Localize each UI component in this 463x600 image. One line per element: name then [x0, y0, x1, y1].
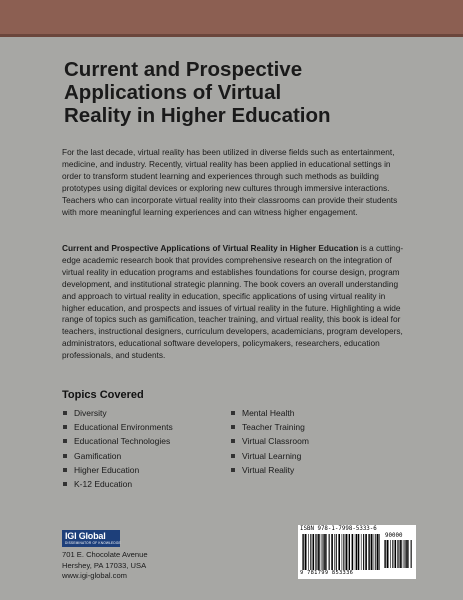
barcode-bar [318, 534, 320, 570]
topic-item: Virtual Reality [231, 463, 309, 477]
address-line-city: Hershey, PA 17033, USA [62, 560, 147, 570]
barcode-bar [405, 540, 406, 568]
barcode-bar [400, 540, 402, 568]
barcode-bar [397, 540, 398, 568]
publisher-address [62, 550, 148, 582]
barcode-panel [298, 525, 416, 579]
ean-number: 9 781799 853336 [300, 570, 354, 576]
publisher-logo [62, 530, 120, 547]
barcode-bar [375, 534, 376, 570]
barcode-bar [303, 534, 304, 570]
publisher-logo-text: IGI Global [65, 531, 106, 541]
barcode-bar [385, 540, 386, 568]
title-line-2: Applications of Virtual [64, 81, 282, 104]
barcode-bar [305, 534, 307, 570]
top-color-band [0, 0, 463, 34]
topics-list-right [231, 406, 309, 477]
book-title [64, 58, 404, 127]
barcode-bar [346, 534, 348, 570]
price-code: 90000 [385, 533, 403, 539]
barcode-bar [403, 540, 404, 568]
book-title-inline: Current and Prospective Applications of Virtual Reality in Higher Education [62, 243, 359, 253]
barcode-bar [324, 534, 326, 570]
description-paragraph-2-text: is a cutting-edge academic research book that provides comprehensive research on the integration of virtual reality in education programs and establishes foundations for course design, program development, and institutional strategic planning. The book covers an overall understanding and approach to virtual reality in education, specific applications of using virtual reality in higher education, and prospects and issues of virtual reality in the future. Highlighting a wide range of topics such as gamification, teacher training, and virtual reality, this book is ideal for teachers, instructional designers, curriculum developers, academicians, program developers, administrators, educational software developers, policymakers, researchers, education professionals, and students. [62, 243, 404, 361]
ean-barcode-graphic [302, 534, 382, 570]
barcode-bar [374, 534, 375, 570]
barcode-bar [411, 540, 412, 568]
topic-item: Educational Environments [63, 420, 173, 434]
barcode-bar [323, 534, 324, 570]
barcode-bar [356, 534, 357, 570]
publisher-logo-tagline: DISSEMINATOR OF KNOWLEDGE [65, 541, 121, 545]
topic-item: Educational Technologies [63, 434, 173, 448]
barcode-bar [342, 534, 343, 570]
barcode-bar [371, 534, 373, 570]
address-line-website: www.igi-global.com [62, 571, 127, 580]
barcode-bar [390, 540, 391, 568]
topics-list-left [63, 406, 173, 491]
barcode-bar [377, 534, 379, 570]
barcode-bar [349, 534, 350, 570]
barcode-bar [408, 540, 409, 568]
barcode-bar [406, 540, 408, 568]
isbn-text: ISBN 978-1-7998-5333-6 [300, 526, 377, 532]
address-line-street: 701 E. Chocolate Avenue [62, 550, 148, 559]
barcode-bar [308, 534, 309, 570]
barcode-bar [352, 534, 354, 570]
barcode-bar [355, 534, 356, 570]
barcode-bar [365, 534, 367, 570]
barcode-bar [315, 534, 316, 570]
barcode-bar [392, 540, 393, 568]
barcode-bar [379, 534, 380, 570]
barcode-bar [310, 534, 311, 570]
barcode-bar [369, 534, 370, 570]
topic-item: Diversity [63, 406, 173, 420]
description-paragraph-1: For the last decade, virtual reality has been utilized in diverse fields such as entertainment, medicine, and industry. Recently, virtual reality has been applied in educational settings in order to transform student learning and experiences through such methods as building prototypes using digital devices or exploring new cultures through immersive interactions. Teachers who can incorporate virtual reality into their classrooms can provide their students with more meaningful learning experiences and can witness higher engagement. [62, 147, 398, 217]
barcode-bar [358, 534, 360, 570]
barcode-bar [387, 540, 389, 568]
topic-item: Virtual Learning [231, 449, 309, 463]
top-band-divider [0, 34, 463, 37]
barcode-bar [363, 534, 364, 570]
topic-item: Gamification [63, 449, 173, 463]
barcode-bar [326, 534, 327, 570]
barcode-bar [395, 540, 397, 568]
barcode-bar [384, 540, 385, 568]
barcode-bar [368, 534, 369, 570]
barcode-bar [398, 540, 399, 568]
topics-heading: Topics Covered [62, 389, 144, 401]
topic-item: Virtual Classroom [231, 434, 309, 448]
topic-item: Teacher Training [231, 420, 309, 434]
description-paragraph-2 [62, 243, 407, 362]
barcode-bar [338, 534, 340, 570]
barcode-bar [321, 534, 322, 570]
barcode-bar [343, 534, 344, 570]
topic-item: K-12 Education [63, 477, 173, 491]
barcode-bar [331, 534, 333, 570]
price-barcode-graphic [384, 540, 412, 568]
topic-item: Higher Education [63, 463, 173, 477]
barcode-bar [348, 534, 349, 570]
title-line-3: Reality in Higher Education [64, 104, 331, 127]
barcode-bar [329, 534, 330, 570]
title-line-1: Current and Prospective [64, 58, 303, 81]
barcode-bar [302, 534, 303, 570]
barcode-bar [313, 534, 315, 570]
barcode-bar [316, 534, 317, 570]
barcode-bar [334, 534, 335, 570]
barcode-bar [361, 534, 362, 570]
topic-item: Mental Health [231, 406, 309, 420]
barcode-bar [336, 534, 337, 570]
